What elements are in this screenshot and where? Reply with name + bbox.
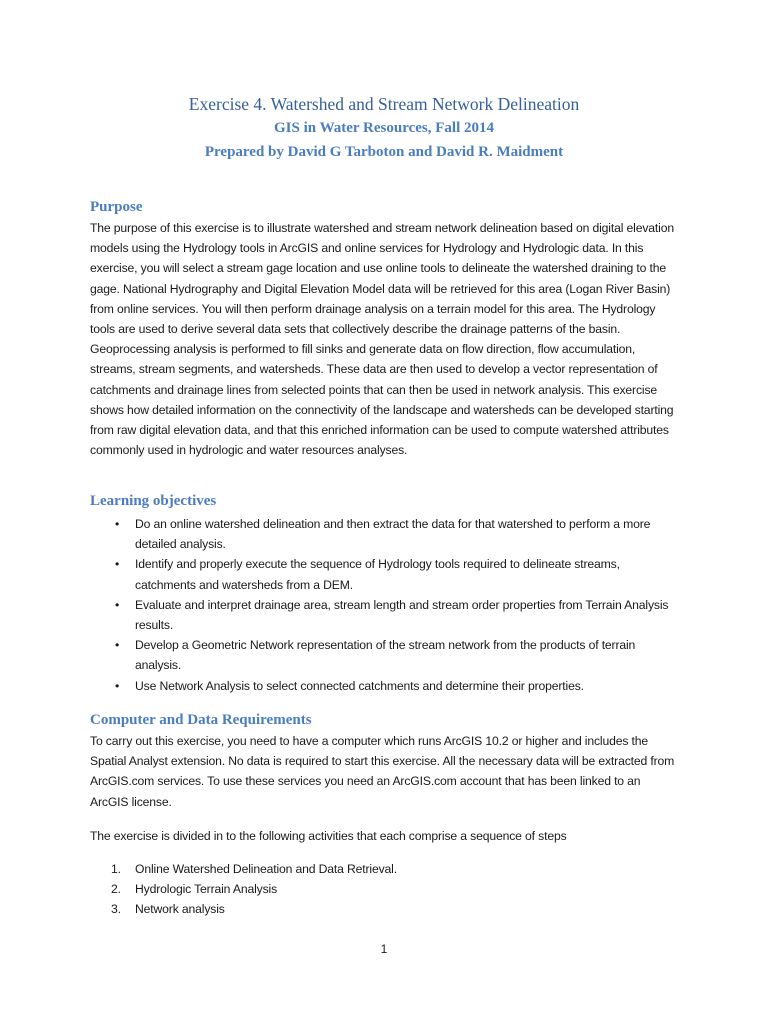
- purpose-paragraph: The purpose of this exercise is to illustrate watershed and stream network delineation based on digital elevation models using the Hydrology tools in ArcGIS and online services for Hydrology and Hydrologic data. In this exercise, you will select a stream gage location and use online tools to delineate the watershed draining to the gage. National Hydrography and Digital Elevation Model data will be retrieved for this area (Logan River Basin) from online services. You will then perform drainage analysis on a terrain model for this area. The Hydrology tools are used to derive several data sets that collectively describe the drainage patterns of the basin. Geoprocessing analysis is performed to fill sinks and generate data on flow direction, flow accumulation, streams, stream segments, and watersheds. These data are then used to develop a vector representation of catchments and drainage lines from selected points that can then be used in network analysis. This exercise shows how detailed information on the connectivity of the landscape and watersheds can be developed starting from raw digital elevation data, and that this enriched information can be used to compute watershed attributes commonly used in hydrologic and water resources analyses.: [90, 221, 674, 458]
- objective-text: Do an online watershed delineation and then extract the data for that watershed to perform a more detailed analysis.: [135, 517, 651, 552]
- purpose-heading: Purpose: [90, 199, 143, 215]
- list-item: [90, 595, 680, 635]
- objectives-section: [90, 491, 680, 696]
- requirements-paragraph: To carry out this exercise, you need to have a computer which runs ArcGIS 10.2 or higher and includes the Spatial Analyst extension. No data is required to start this exercise. All the necessary data will be extracted from ArcGIS.com services. To use these services you need an ArcGIS.com account that has been linked to an ArcGIS license.: [90, 734, 675, 809]
- bullet-icon: •: [115, 517, 120, 531]
- title-block: [0, 92, 768, 164]
- document-title: Exercise 4. Watershed and Stream Network Delineation: [188, 94, 580, 114]
- bullet-icon: •: [115, 597, 120, 612]
- objective-text: Evaluate and interpret drainage area, stream length and stream order properties from Terrain Analysis results.: [135, 597, 669, 633]
- requirements-heading: Computer and Data Requirements: [90, 712, 312, 728]
- objective-text: Develop a Geometric Network representation of the stream network from the products of terrain analysis.: [135, 638, 636, 673]
- purpose-section: [90, 197, 680, 460]
- list-item: [90, 859, 680, 879]
- bullet-icon: •: [115, 638, 120, 653]
- list-item: [90, 879, 680, 899]
- objective-text: Identify and properly execute the sequence of Hydrology tools required to delineate streams, catchments and watersheds from a DEM.: [135, 557, 620, 592]
- page-number: 1: [380, 942, 388, 956]
- authors-line: Prepared by David G Tarboton and David R. Maidment: [204, 144, 564, 160]
- step-number: 1.: [111, 862, 121, 877]
- bullet-icon: •: [115, 557, 120, 572]
- list-item: [90, 899, 680, 919]
- activities-intro: The exercise is divided in to the following activities that each comprise a sequence of steps: [90, 828, 567, 843]
- step-number: 3.: [111, 902, 121, 917]
- objective-text: Use Network Analysis to select connected catchments and determine their properties.: [135, 678, 584, 693]
- objectives-heading: Learning objectives: [90, 493, 217, 509]
- step-label: Network analysis: [135, 902, 225, 917]
- list-item: [90, 635, 680, 675]
- step-label: Hydrologic Terrain Analysis: [135, 882, 278, 897]
- list-item: [90, 554, 680, 594]
- list-item: [90, 676, 680, 696]
- objectives-list: [90, 514, 680, 696]
- activities-list: [90, 859, 680, 919]
- step-label: Online Watershed Delineation and Data Retrieval.: [135, 862, 397, 877]
- requirements-section: [90, 710, 680, 919]
- course-subtitle: GIS in Water Resources, Fall 2014: [273, 120, 494, 136]
- bullet-icon: •: [115, 678, 120, 693]
- step-number: 2.: [111, 882, 121, 897]
- list-item: [90, 514, 680, 554]
